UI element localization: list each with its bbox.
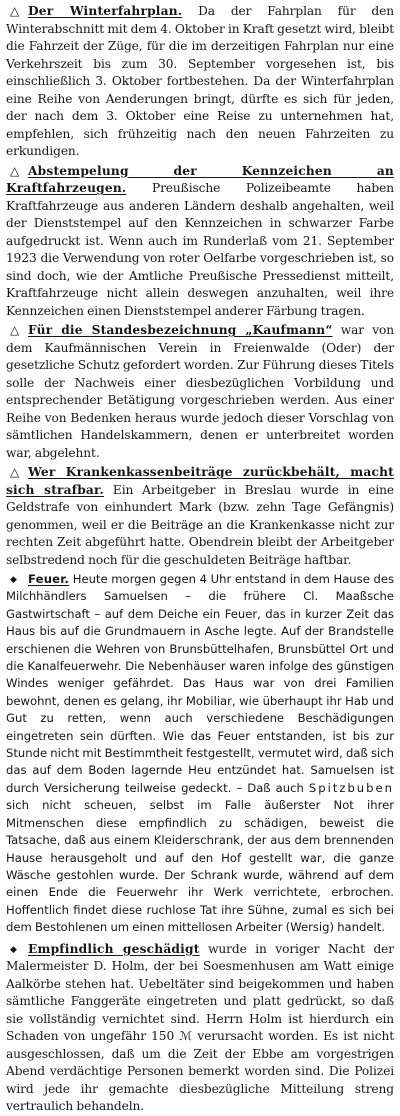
article-empfindlich-geschaedigt — [6, 941, 394, 1116]
article-headline: Wer Krankenkassenbeiträge zurückbehält, macht sich strafbar. — [6, 465, 394, 497]
article-body: Da der Fahrplan für den Winterabschnitt mit dem 4. Oktober in Kraft gesetzt wird, bleibt die Fahrzeit der Züge, für die im derzeitigen Fahrplan nur eine Verkehrszeit bis zum 30. September vorgesehen ist, bis einschließlich 3. Oktober fortbestehen. Da der Winterfahrplan eine Reihe von Aenderungen bringt, dürfte es sich für jeden, der nach dem 3. Oktober eine Reise zu unternehmen hat, empfehlen, sich frühzeitig nach den neuen Fahrzeiten zu erkundigen. — [6, 4, 394, 158]
article-body: war von dem Kaufmännischen Verein in Freienwalde (Oder) der gesetzliche Schutz gefordert worden. Zur Führung dieses Titels solle der Nachweis einer diesbezüglichen Vorbildung und entsprechender Betätigung vorgeschrieben werden. Aus einer Reihe von Bedenken heraus wurde jedoch dieser Vorschlag von sämtlichen Handelskammern, denen er unterbreitet worden war, abgelehnt. — [6, 323, 394, 460]
article-spaced-word: Spitzbuben — [308, 780, 394, 795]
triangle-marker-icon — [10, 466, 22, 478]
article-headline: Der Winterfahrplan. — [28, 4, 183, 18]
article-body: wurde in voriger Nacht der Malermeister D. Holm, der bei Soesmenhusen am Watt einige Aalkörbe stehen hat. Uebeltäter sind beigekommen und haben sämtliche Fanggeräte eingetreten und platt gedrückt, so daß sie vollständig vernichtet sind. Herrn Holm ist hierdurch ein Schaden von ungefähr 150 ℳ verursacht worden. Es ist nicht ausgeschlossen, daß um die Zeit der Ebbe am vorgestrigen Abend verdächtige Personen bemerkt worden sind. Die Polizei wird jede ihr gemachte diesbezügliche Mitteilung streng vertraulich behandeln. — [6, 941, 395, 1114]
article-headline: Feuer. — [28, 572, 70, 586]
article-body: Heute morgen gegen 4 Uhr entstand in dem Hause des Milchhändlers Samuelsen – die frühere Cl. Maaßsche Gastwirtschaft – auf dem Deiche ein Feuer, das in kurzer Zeit das Haus bis auf die Grundmauern in Asche legte. Auf der Brandstelle erschienen die Wehren von Brunsbüttelhafen, Brunsbüttel Ort und die Kanalfeuerwehr. Die Nebenhäuser waren infolge des günstigen Windes weniger gefährdet. Das Haus war von drei Familien bewohnt, denen es gelang, ihr Mobiliar, wie überhaupt ihr Hab und Gut zu retten, wenn auch verschiedene Beschädigungen eingetreten sein dürften. Wie das Feuer entstanden, ist bis zur Stunde nicht mit Bestimmtheit festgestellt, vermutet wird, daß sich das auf dem Boden lagernde Heu entzündet hat. Samuelsen ist durch Versicherung teilweise gedeckt. – Daß auch — [6, 572, 394, 795]
article-winterfahrplan — [6, 3, 394, 161]
article-body: Ein Arbeitgeber in Breslau wurde in eine Geldstrafe von einhundert Mark (bzw. zehn Tage Gefängnis) genommen, weil er die Beiträge an die Krankenkasse nicht zur rechten Zeit abgeführt hatte. Obendrein bleibt der Arbeitgeber selbstredend noch für die geschuldeten Beiträge haftbar. — [6, 482, 394, 567]
triangle-marker-icon — [10, 165, 22, 177]
article-standesbezeichnung — [6, 322, 394, 462]
article-headline: Abstempelung der Kennzeichen an Kraftfahrzeugen. — [6, 163, 394, 195]
diamond-marker-icon — [10, 943, 22, 955]
article-krankenkassenbeitraege — [6, 464, 394, 569]
triangle-marker-icon — [10, 324, 22, 336]
article-body: Preußische Polizeibeamte haben Kraftfahrzeuge aus anderen Ländern deshalb angehalten, weil der Dienststempel auf den Kennzeichen in schwarzer Farbe aufgedruckt ist. Wenn auch im Runderlaß vom 21. September 1923 die Verwendung von roter Oelfarbe vorgeschrieben ist, so sind doch, wie der Amtliche Preußische Pressedienst mitteilt, Kraftfahrzeuge nicht allein deswegen anzuhalten, weil ihre Kennzeichen einen Dienststempel anderer Färbung tragen. — [6, 181, 394, 318]
article-abstempelung — [6, 163, 394, 321]
triangle-marker-icon — [10, 5, 22, 17]
article-body-continued: sich nicht scheuen, selbst im Falle äußerster Not ihrer Mitmenschen diese empfindlich zu schädigen, beweist die Tatsache, daß aus einem Kleiderschrank, der aus dem brennenden Hause herausgeholt und auf den Hof gestellt war, die ganze Wäsche gestohlen wurde. Der Schrank wurde, während auf dem einen Ende die Feuerwehr ihr Werk verrichtete, erbrochen. Hoffentlich findet diese ruchlose Tat ihre Sühne, zumal es sich bei dem Bestohlenen um einen mittellosen Arbeiter (Wersig) handelt. — [6, 798, 394, 935]
article-headline: Empfindlich geschädigt — [28, 941, 200, 956]
diamond-marker-icon — [10, 573, 22, 585]
article-feuer — [6, 571, 394, 937]
article-headline: Für die Standesbezeichnung „Kaufmann“ — [28, 323, 333, 337]
